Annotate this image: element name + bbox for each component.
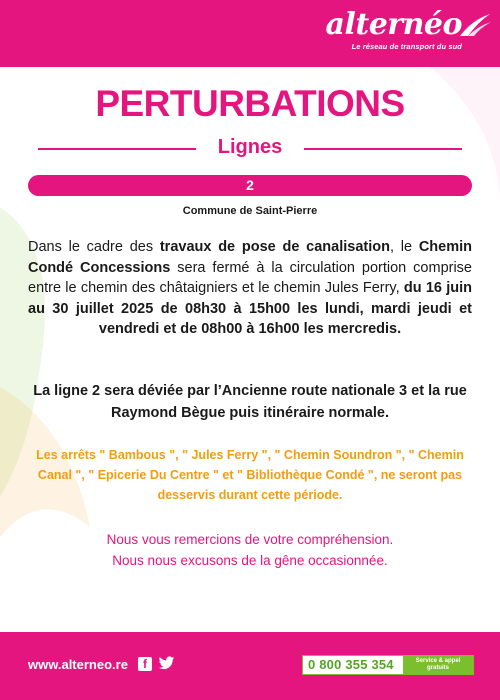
apology-line: Nous nous excusons de la gêne occasionnée. (112, 553, 388, 568)
line-number-badge: 2 (28, 175, 472, 196)
thanks-line: Nous vous remercions de votre compréhension. (106, 532, 394, 547)
phone-number: 0 800 355 354 (308, 657, 394, 672)
commune-label: Commune de Saint-Pierre (182, 205, 318, 217)
logo-tagline: Le réseau de transport du sud (351, 42, 462, 51)
section-subtitle: Lignes (217, 136, 283, 158)
apology-text (28, 529, 472, 571)
divider-right (304, 148, 462, 150)
footer-banner (0, 632, 500, 700)
works-description: Dans le cadre des travaux de pose de canalisation, le Chemin Condé Concessions sera fermé à la circulation portion comprise entre le chemin des châtaigniers et le chemin Jules Ferry, du 16 juin au 30 juillet 2025 de 08h30 à 15h00 les lundi, mardi jeudi et vendredi et de 08h00 à 16h00 les mercredis. (28, 239, 473, 337)
logo-wordmark: alternéo (325, 7, 462, 42)
website-link[interactable]: www.alterneo.re (28, 657, 128, 672)
twitter-icon[interactable] (158, 656, 175, 671)
header-banner (0, 0, 500, 67)
deviation-text: La ligne 2 sera déviée par l’Ancienne route nationale 3 et la rue Raymond Bègue puis itinéraire normale. (33, 383, 467, 421)
alterneo-logo (325, 7, 463, 51)
free-service-tag: Service & appel gratuits (403, 656, 473, 674)
logo-swoosh-icon (458, 12, 492, 38)
page-title: PERTURBATIONS (95, 83, 405, 124)
free-phone-box[interactable] (302, 655, 474, 675)
stops-not-served-text: Les arrêts " Bambous ", " Jules Ferry ", " Chemin Soundron ", " Chemin Canal ", " Epicerie Du Centre " et " Bibliothèque Condé ", ne seront pas desservis durant cette période. (36, 448, 464, 502)
facebook-icon[interactable]: f (138, 657, 152, 671)
